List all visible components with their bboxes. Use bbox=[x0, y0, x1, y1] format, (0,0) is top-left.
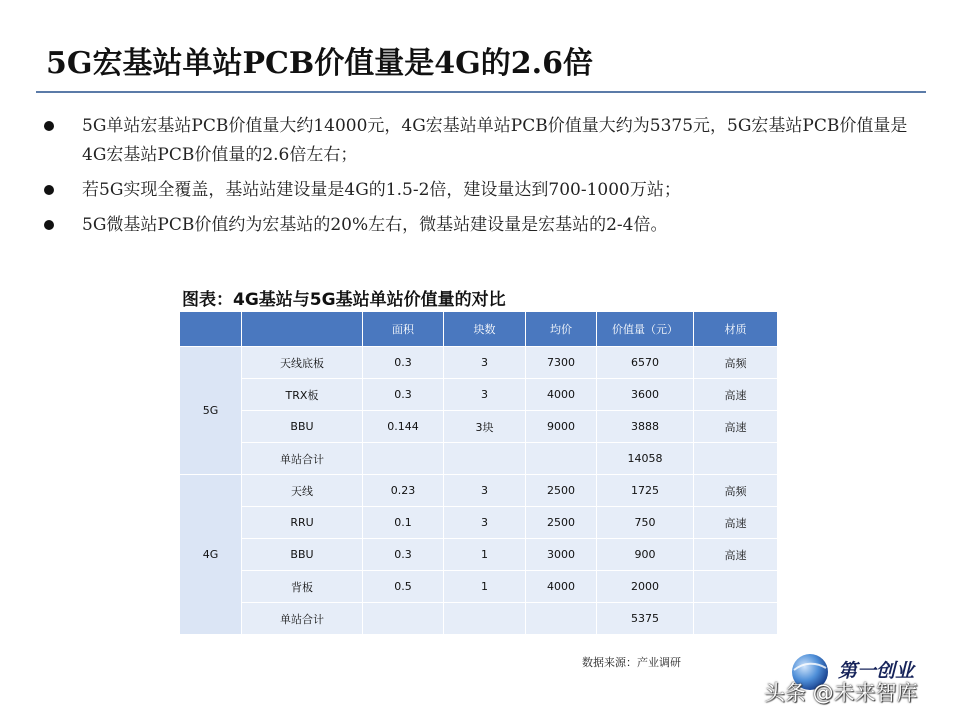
bullet-text: 5G微基站PCB价值约为宏基站的20%左右，微基站建设量是宏基站的2-4倍。 bbox=[82, 215, 668, 235]
header-cell: 块数 bbox=[444, 312, 526, 347]
table-cell bbox=[363, 603, 444, 635]
table-cell: 2500 bbox=[526, 475, 597, 507]
table-cell: 1 bbox=[444, 539, 526, 571]
table-cell bbox=[694, 603, 778, 635]
table-cell: 750 bbox=[597, 507, 694, 539]
group-label-4g: 4G bbox=[180, 475, 242, 635]
table-row bbox=[180, 379, 778, 411]
table-cell: 3 bbox=[444, 379, 526, 411]
table-cell: 天线底板 bbox=[242, 347, 363, 379]
group-label-5g: 5G bbox=[180, 347, 242, 475]
table-cell: 高速 bbox=[694, 507, 778, 539]
table-cell: 0.3 bbox=[363, 539, 444, 571]
table-cell: 1725 bbox=[597, 475, 694, 507]
table-cell bbox=[363, 443, 444, 475]
table-cell: 14058 bbox=[597, 443, 694, 475]
table-cell: 3000 bbox=[526, 539, 597, 571]
header-cell: 面积 bbox=[363, 312, 444, 347]
table-cell bbox=[526, 443, 597, 475]
table-cell: 5375 bbox=[597, 603, 694, 635]
table-row bbox=[180, 411, 778, 443]
table-cell bbox=[694, 443, 778, 475]
bullet-dot-icon bbox=[44, 220, 54, 230]
table-cell: 3 bbox=[444, 347, 526, 379]
table-cell: 3888 bbox=[597, 411, 694, 443]
table-cell: 900 bbox=[597, 539, 694, 571]
table-cell: 4000 bbox=[526, 379, 597, 411]
table-cell bbox=[526, 603, 597, 635]
table-cell: 3600 bbox=[597, 379, 694, 411]
table-cell: 单站合计 bbox=[242, 603, 363, 635]
table-cell bbox=[694, 571, 778, 603]
table-cell: 9000 bbox=[526, 411, 597, 443]
table-cell: 高频 bbox=[694, 347, 778, 379]
table-cell: 3 bbox=[444, 507, 526, 539]
table-cell: 3块 bbox=[444, 411, 526, 443]
table-cell: 1 bbox=[444, 571, 526, 603]
table-cell: 高速 bbox=[694, 539, 778, 571]
table-cell: 背板 bbox=[242, 571, 363, 603]
table-caption: 图表：4G基站与5G基站单站价值量的对比 bbox=[182, 290, 506, 310]
header-cell: 材质 bbox=[694, 312, 778, 347]
bullet-dot-icon bbox=[44, 121, 54, 131]
comparison-table bbox=[179, 311, 778, 635]
brand-logo-text: 第一创业 bbox=[838, 660, 915, 682]
table-cell: BBU bbox=[242, 539, 363, 571]
table-cell: 4000 bbox=[526, 571, 597, 603]
table-row bbox=[180, 507, 778, 539]
table-row bbox=[180, 571, 778, 603]
table-cell: 3 bbox=[444, 475, 526, 507]
table-cell: RRU bbox=[242, 507, 363, 539]
title-divider bbox=[36, 91, 926, 93]
table-cell: 2000 bbox=[597, 571, 694, 603]
table-row bbox=[180, 603, 778, 635]
table-row bbox=[180, 475, 778, 507]
watermark-text: 头条 @未来智库 bbox=[764, 681, 918, 705]
table-cell: 7300 bbox=[526, 347, 597, 379]
table-cell: 高速 bbox=[694, 411, 778, 443]
bullet-list bbox=[44, 112, 924, 246]
table-cell: 0.3 bbox=[363, 347, 444, 379]
table-cell: 6570 bbox=[597, 347, 694, 379]
header-cell: 均价 bbox=[526, 312, 597, 347]
table-cell: 0.3 bbox=[363, 379, 444, 411]
header-cell bbox=[242, 312, 363, 347]
bullet-item bbox=[44, 211, 924, 240]
table-cell: 0.1 bbox=[363, 507, 444, 539]
table-cell: 天线 bbox=[242, 475, 363, 507]
table-cell bbox=[444, 603, 526, 635]
table-row bbox=[180, 347, 778, 379]
bullet-text: 若5G实现全覆盖，基站站建设量是4G的1.5-2倍，建设量达到700-1000万站； bbox=[82, 180, 681, 200]
header-cell bbox=[180, 312, 242, 347]
table-cell: 0.5 bbox=[363, 571, 444, 603]
table-row bbox=[180, 443, 778, 475]
table-cell: 高速 bbox=[694, 379, 778, 411]
slide-title: 5G宏基站单站PCB价值量是4G的2.6倍 bbox=[46, 46, 593, 81]
table-row bbox=[180, 539, 778, 571]
table-cell: 2500 bbox=[526, 507, 597, 539]
table-header-row bbox=[180, 312, 778, 347]
header-cell: 价值量（元） bbox=[597, 312, 694, 347]
table-cell bbox=[444, 443, 526, 475]
table-cell: TRX板 bbox=[242, 379, 363, 411]
bullet-dot-icon bbox=[44, 185, 54, 195]
bullet-text: 5G单站宏基站PCB价值量大约14000元，4G宏基站单站PCB价值量大约为5375元，5G宏基站PCB价值量是4G宏基站PCB价值量的2.6倍左右； bbox=[82, 116, 908, 165]
bullet-item bbox=[44, 176, 924, 205]
table-cell: 单站合计 bbox=[242, 443, 363, 475]
bullet-item bbox=[44, 112, 924, 170]
table-cell: 高频 bbox=[694, 475, 778, 507]
table-cell: 0.144 bbox=[363, 411, 444, 443]
table-cell: 0.23 bbox=[363, 475, 444, 507]
data-source-note: 数据来源：产业调研 bbox=[582, 656, 681, 669]
table-cell: BBU bbox=[242, 411, 363, 443]
